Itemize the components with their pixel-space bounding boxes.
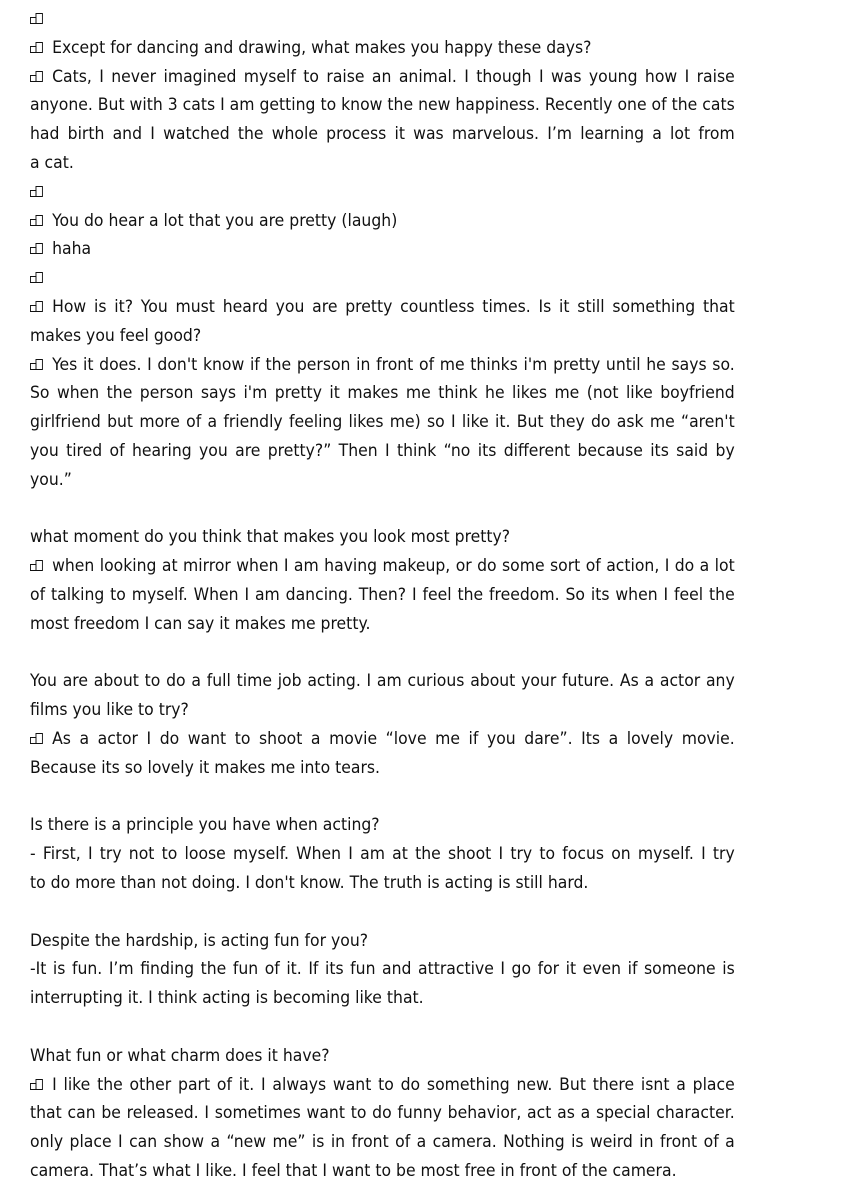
line-text: to do more than not doing. I don't know. The truth is acting is still hard. xyxy=(30,873,589,893)
text-line xyxy=(30,149,735,178)
line-text: most freedom I can say it makes me pretty. xyxy=(30,613,371,634)
line-text: Except for dancing and drawing, what makes you happy these days? xyxy=(52,37,592,58)
line-text: had birth and I watched the whole process it was marvelous. I’m learning a lot from xyxy=(30,124,735,145)
speech-bubble-icon xyxy=(30,242,44,255)
text-line xyxy=(30,1099,735,1128)
speech-bubble-icon xyxy=(30,358,44,371)
line-text: As a actor I do want to shoot a movie “love me if you dare”. Its a lovely movie. xyxy=(52,729,735,749)
line-text: makes you feel good? xyxy=(30,325,202,346)
line-text: You do hear a lot that you are pretty (laugh) xyxy=(52,210,398,231)
line-text: Is there is a principle you have when acting? xyxy=(30,815,380,836)
line-text: How is it? You must heard you are pretty countless times. Is it still something that xyxy=(52,297,735,317)
text-line xyxy=(30,811,735,840)
speech-bubble-icon xyxy=(30,70,44,83)
text-line xyxy=(30,984,735,1013)
line-text: you tired of hearing you are pretty?” Then I think “no its different because its said by xyxy=(30,441,735,461)
text-line xyxy=(30,322,735,351)
line-text: So when the person says i'm pretty it makes me think he likes me (not like boyfriend xyxy=(30,383,735,404)
line-text: Cats, I never imagined myself to raise an animal. I though I was young how I raise xyxy=(52,66,735,87)
text-line xyxy=(30,91,735,120)
speech-bubble-icon xyxy=(30,185,44,198)
text-line xyxy=(30,725,735,754)
text-line xyxy=(30,667,735,696)
text-line xyxy=(30,869,735,898)
line-text: camera. That’s what I like. I feel that I want to be most free in front of the camera. xyxy=(30,1161,677,1181)
text-line xyxy=(30,293,735,322)
text-line xyxy=(30,754,735,783)
line-text: anyone. But with 3 cats I am getting to know the new happiness. Recently one of the cats xyxy=(30,95,735,116)
text-line xyxy=(30,466,735,495)
text-line xyxy=(30,1013,735,1042)
line-text: What fun or what charm does it have? xyxy=(30,1045,330,1066)
text-line xyxy=(30,437,735,466)
speech-bubble-icon xyxy=(30,214,44,227)
text-line xyxy=(30,1157,735,1186)
text-line xyxy=(30,408,735,437)
line-text: you.” xyxy=(30,469,72,490)
line-text: what moment do you think that makes you look most pretty? xyxy=(30,527,511,548)
text-line xyxy=(30,235,735,264)
text-line xyxy=(30,783,735,812)
line-text: only place I can show a “new me” is in front of a camera. Nothing is weird in front of a xyxy=(30,1132,735,1153)
line-text: -It is fun. I’m finding the fun of it. If its fun and attractive I go for it even if someone is xyxy=(30,959,735,980)
speech-bubble-icon xyxy=(30,300,44,313)
line-text: when looking at mirror when I am having makeup, or do some sort of action, I do a lot xyxy=(52,556,735,577)
line-text: films you like to try? xyxy=(30,700,189,721)
text-line xyxy=(30,927,735,956)
text-line xyxy=(30,379,735,408)
speech-bubble-icon xyxy=(30,12,44,25)
line-text: haha xyxy=(52,239,92,260)
text-line xyxy=(30,351,735,380)
line-text: girlfriend but more of a friendly feeling likes me) so I like it. But they do ask me “aren't xyxy=(30,412,735,433)
text-line xyxy=(30,5,735,34)
text-line xyxy=(30,264,735,293)
speech-bubble-icon xyxy=(30,732,44,745)
text-line xyxy=(30,178,735,207)
speech-bubble-icon xyxy=(30,41,44,54)
line-text: Yes it does. I don't know if the person in front of me thinks i'm pretty until he says so. xyxy=(52,354,735,375)
text-line xyxy=(30,1071,735,1100)
speech-bubble-icon xyxy=(30,1078,44,1091)
text-line xyxy=(30,207,735,236)
line-text: Because its so lovely it makes me into tears. xyxy=(30,757,381,778)
line-text: of talking to myself. When I am dancing. Then? I feel the freedom. So its when I feel the xyxy=(30,585,735,605)
text-line xyxy=(30,34,735,63)
text-line xyxy=(30,955,735,984)
text-line xyxy=(30,63,735,92)
text-line xyxy=(30,840,735,869)
line-text: I like the other part of it. I always want to do something new. But there isnt a place xyxy=(52,1074,735,1095)
text-line xyxy=(30,552,735,581)
text-line xyxy=(30,495,735,524)
text-line xyxy=(30,898,735,927)
text-line xyxy=(30,1042,735,1071)
text-line xyxy=(30,581,735,610)
line-text: Despite the hardship, is acting fun for you? xyxy=(30,930,369,951)
text-line xyxy=(30,696,735,725)
text-line xyxy=(30,1128,735,1157)
text-line xyxy=(30,639,735,668)
text-line xyxy=(30,523,735,552)
text-line xyxy=(30,610,735,639)
line-text: You are about to do a full time job acting. I am curious about your future. As a actor any xyxy=(30,671,735,692)
line-text: interrupting it. I think acting is becoming like that. xyxy=(30,988,424,1009)
speech-bubble-icon xyxy=(30,271,44,284)
line-text: that can be released. I sometimes want to do funny behavior, act as a special character. xyxy=(30,1103,735,1124)
speech-bubble-icon xyxy=(30,559,44,572)
line-text: a cat. xyxy=(30,153,74,173)
line-text: - First, I try not to loose myself. When I am at the shoot I try to focus on myself. I try xyxy=(30,844,735,865)
text-line xyxy=(30,120,735,149)
